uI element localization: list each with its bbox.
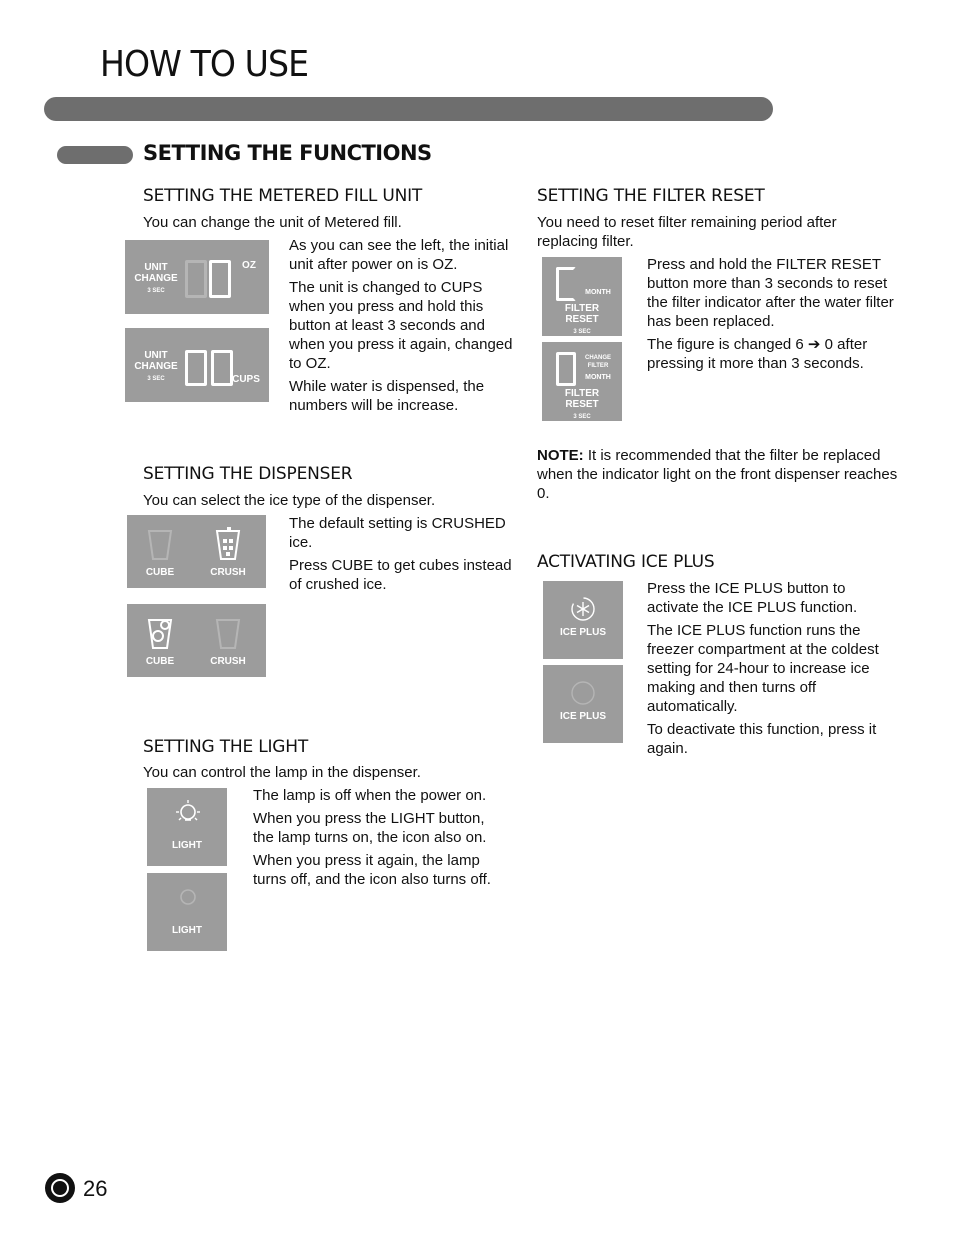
digit-zero (211, 350, 233, 386)
reset-label: RESET (565, 399, 599, 410)
iceplus-panel-off (543, 665, 623, 743)
digit-six (556, 267, 576, 301)
cube-label: CUBE (145, 656, 175, 667)
panel-unit-label: UNIT (144, 262, 168, 273)
panel-unit-label: UNIT (144, 350, 168, 361)
unit-change-panel-cups (125, 328, 269, 402)
light-text (253, 786, 508, 893)
filter-reset-panel-6 (542, 257, 622, 336)
cube-icon (145, 614, 175, 650)
reset-label: RESET (565, 314, 599, 325)
metered-heading: SETTING THE METERED FILL UNIT (143, 186, 423, 206)
metered-para-2: The unit is changed to CUPS when you press and hold this button at least 3 seconds and when you press it again, changed to OZ. (289, 279, 513, 372)
section-pill (57, 146, 133, 164)
lightbulb-icon (173, 798, 203, 830)
digit-zero (185, 350, 207, 386)
sec-label: 3 SEC (573, 414, 591, 420)
dispenser-heading: SETTING THE DISPENSER (143, 464, 353, 484)
iceplus-para-3: To deactivate this function, press it again. (647, 721, 877, 757)
iceplus-heading: ACTIVATING ICE PLUS (537, 552, 715, 572)
header-bar (44, 97, 773, 121)
cube-icon (145, 525, 175, 561)
iceplus-para-1: Press the ICE PLUS button to activate the ICE PLUS function. (647, 580, 858, 616)
filter-small-label: FILTER (587, 363, 609, 369)
light-intro: You can control the lamp in the dispenser. (143, 764, 421, 781)
snowflake-icon (569, 595, 597, 623)
panel-sec-label: 3 SEC (147, 288, 165, 294)
metered-text (289, 236, 519, 419)
dispenser-para-2: Press CUBE to get cubes instead of crushed ice. (289, 557, 512, 593)
metered-intro: You can change the unit of Metered fill. (143, 214, 402, 231)
panel-change-label: CHANGE (134, 273, 178, 284)
digit-dim (185, 260, 207, 298)
light-heading: SETTING THE LIGHT (143, 737, 309, 757)
filter-heading: SETTING THE FILTER RESET (537, 186, 765, 206)
panel-change-label: CHANGE (134, 361, 178, 372)
unit-change-panel-oz (125, 240, 269, 314)
filter-text (647, 255, 909, 377)
crush-label: CRUSH (210, 567, 246, 578)
filter-para-2: The figure is changed 6 ➔ 0 after pressing it more than 3 seconds. (647, 336, 868, 372)
page-number: 26 (83, 1176, 108, 1201)
light-para-3: When you press it again, the lamp turns off, and the icon also turns off. (253, 852, 491, 888)
month-label: MONTH (585, 374, 611, 381)
light-label: LIGHT (172, 925, 202, 936)
panel-sec-label: 3 SEC (147, 376, 165, 382)
digit-zero (556, 352, 576, 386)
note-text: It is recommended that the filter be replaced when the indicator light on the front dispenser reaches 0. (537, 447, 898, 502)
unit-cups-label: CUPS (232, 374, 260, 385)
page-title: HOW TO USE (100, 44, 309, 85)
filter-label: FILTER (564, 388, 600, 399)
iceplus-label: ICE PLUS (559, 711, 607, 722)
month-label: MONTH (585, 289, 611, 296)
iceplus-panel-on (543, 581, 623, 659)
lg-logo-icon (45, 1173, 75, 1203)
crush-icon (213, 525, 243, 561)
metered-para-3: While water is dispensed, the numbers will be increase. (289, 378, 485, 414)
dispenser-para-1: The default setting is CRUSHED ice. (289, 515, 506, 551)
filter-label: FILTER (564, 303, 600, 314)
filter-para-1: Press and hold the FILTER RESET button more than 3 seconds to reset the filter indicator after the water filter has been replaced. (647, 256, 894, 330)
light-panel-off (147, 873, 227, 951)
dispenser-panel-cube (127, 604, 266, 677)
metered-para-1: As you can see the left, the initial unit after power on is OZ. (289, 237, 509, 273)
note-label: NOTE: (537, 447, 584, 464)
dispenser-text (289, 514, 519, 598)
crush-label: CRUSH (210, 656, 246, 667)
unit-oz-label: OZ (242, 260, 256, 271)
light-panel-on (147, 788, 227, 866)
change-label: CHANGE (584, 355, 611, 361)
filter-reset-panel-0 (542, 342, 622, 421)
section-title: SETTING THE FUNCTIONS (143, 141, 432, 165)
sec-label: 3 SEC (573, 329, 591, 335)
snowflake-icon (569, 679, 597, 707)
lightbulb-icon (173, 883, 203, 915)
cube-label: CUBE (145, 567, 175, 578)
light-para-1: The lamp is off when the power on. (253, 787, 487, 804)
filter-intro: You need to reset filter remaining period after replacing filter. (537, 214, 837, 250)
crush-icon (213, 614, 243, 650)
light-label: LIGHT (172, 840, 202, 851)
note (537, 446, 902, 503)
digit-zero (209, 260, 231, 298)
iceplus-label: ICE PLUS (559, 627, 607, 638)
light-para-2: When you press the LIGHT button, the lamp turns on, the icon also on. (253, 810, 487, 846)
dispenser-intro: You can select the ice type of the dispenser. (143, 492, 436, 509)
dispenser-panel-crush (127, 515, 266, 588)
iceplus-text (647, 579, 897, 762)
iceplus-para-2: The ICE PLUS function runs the freezer compartment at the coldest setting for 24-hour to increase ice making and then turns off automatically. (647, 622, 879, 715)
